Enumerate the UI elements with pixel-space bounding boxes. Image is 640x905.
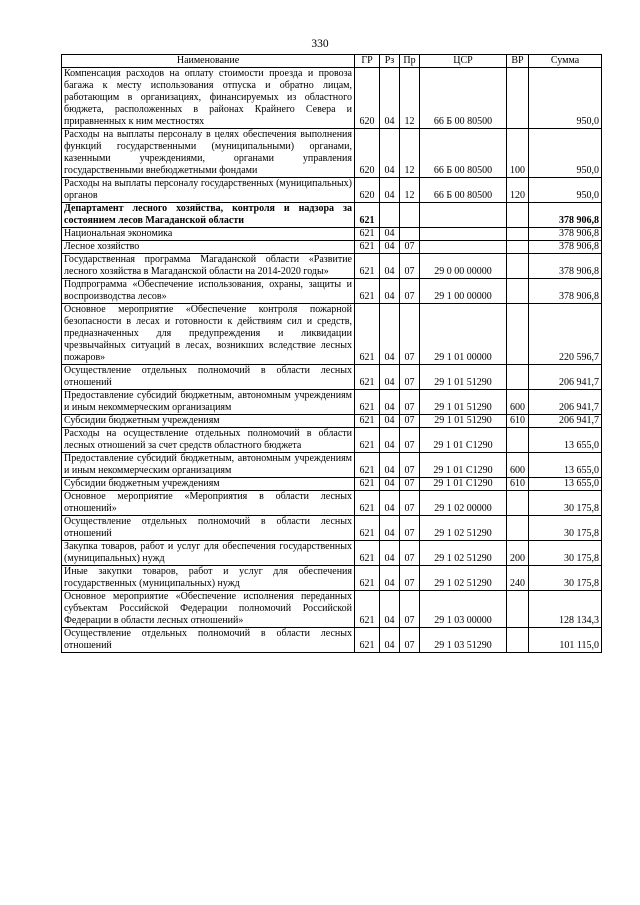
table-row bbox=[62, 178, 602, 203]
row-rz: 04 bbox=[380, 228, 400, 241]
row-vr: 610 bbox=[507, 478, 529, 491]
row-rz: 04 bbox=[380, 365, 400, 390]
row-csr: 29 1 03 51290 bbox=[420, 628, 507, 653]
row-sum: 378 906,8 bbox=[529, 254, 602, 279]
header-gr: ГР bbox=[355, 55, 380, 68]
table-row bbox=[62, 390, 602, 415]
table-row bbox=[62, 453, 602, 478]
table-row bbox=[62, 541, 602, 566]
table-header-row bbox=[62, 55, 602, 68]
row-rz: 04 bbox=[380, 428, 400, 453]
row-rz: 04 bbox=[380, 541, 400, 566]
row-csr: 29 1 01 С1290 bbox=[420, 428, 507, 453]
row-gr: 621 bbox=[355, 304, 380, 365]
row-csr: 29 1 01 51290 bbox=[420, 365, 507, 390]
row-vr bbox=[507, 203, 529, 228]
row-rz: 04 bbox=[380, 591, 400, 628]
row-pr: 07 bbox=[400, 304, 420, 365]
row-pr: 07 bbox=[400, 628, 420, 653]
row-gr: 621 bbox=[355, 203, 380, 228]
row-csr: 29 1 01 51290 bbox=[420, 390, 507, 415]
row-gr: 620 bbox=[355, 129, 380, 178]
table-row bbox=[62, 279, 602, 304]
row-gr: 621 bbox=[355, 279, 380, 304]
row-csr bbox=[420, 228, 507, 241]
row-name: Закупка товаров, работ и услуг для обеспечения государственных (муниципальных) нужд bbox=[62, 541, 355, 566]
row-pr: 12 bbox=[400, 129, 420, 178]
row-vr: 200 bbox=[507, 541, 529, 566]
table-row bbox=[62, 68, 602, 129]
row-csr: 29 1 02 51290 bbox=[420, 541, 507, 566]
row-rz: 04 bbox=[380, 178, 400, 203]
row-pr: 07 bbox=[400, 390, 420, 415]
row-gr: 621 bbox=[355, 415, 380, 428]
row-csr: 29 1 03 00000 bbox=[420, 591, 507, 628]
header-csr: ЦСР bbox=[420, 55, 507, 68]
row-sum: 950,0 bbox=[529, 68, 602, 129]
row-name: Предоставление субсидий бюджетным, автономным учреждениям и иным некоммерческим организациям bbox=[62, 390, 355, 415]
row-rz: 04 bbox=[380, 491, 400, 516]
row-name: Расходы на осуществление отдельных полномочий в области лесных отношений за счет средств областного бюджета bbox=[62, 428, 355, 453]
row-pr: 07 bbox=[400, 365, 420, 390]
row-gr: 620 bbox=[355, 68, 380, 129]
row-pr bbox=[400, 203, 420, 228]
row-rz: 04 bbox=[380, 566, 400, 591]
row-name: Субсидии бюджетным учреждениям bbox=[62, 415, 355, 428]
row-gr: 621 bbox=[355, 365, 380, 390]
row-sum: 13 655,0 bbox=[529, 428, 602, 453]
row-vr bbox=[507, 68, 529, 129]
row-vr bbox=[507, 591, 529, 628]
table-row bbox=[62, 228, 602, 241]
row-pr: 07 bbox=[400, 254, 420, 279]
header-pr: Пр bbox=[400, 55, 420, 68]
header-name: Наименование bbox=[62, 55, 355, 68]
row-pr: 07 bbox=[400, 566, 420, 591]
row-pr: 07 bbox=[400, 453, 420, 478]
table-row bbox=[62, 478, 602, 491]
row-name: Основное мероприятие «Обеспечение исполнения переданных субъектам Российской Федерации полномочий Российской Федерации в области лесных отношений» bbox=[62, 591, 355, 628]
row-name: Осуществление отдельных полномочий в области лесных отношений bbox=[62, 516, 355, 541]
row-csr: 29 1 00 00000 bbox=[420, 279, 507, 304]
table-row bbox=[62, 241, 602, 254]
row-rz: 04 bbox=[380, 628, 400, 653]
row-csr: 29 1 02 51290 bbox=[420, 516, 507, 541]
row-vr bbox=[507, 428, 529, 453]
row-gr: 621 bbox=[355, 478, 380, 491]
row-gr: 621 bbox=[355, 591, 380, 628]
table-row bbox=[62, 491, 602, 516]
row-sum: 206 941,7 bbox=[529, 365, 602, 390]
row-name: Осуществление отдельных полномочий в области лесных отношений bbox=[62, 365, 355, 390]
row-sum: 206 941,7 bbox=[529, 415, 602, 428]
row-csr: 29 1 02 51290 bbox=[420, 566, 507, 591]
row-sum: 13 655,0 bbox=[529, 478, 602, 491]
row-sum: 13 655,0 bbox=[529, 453, 602, 478]
row-name: Подпрограмма «Обеспечение использования, охраны, защиты и воспроизводства лесов» bbox=[62, 279, 355, 304]
row-vr bbox=[507, 241, 529, 254]
row-vr: 120 bbox=[507, 178, 529, 203]
row-csr: 66 Б 00 80500 bbox=[420, 129, 507, 178]
row-name: Основное мероприятие «Обеспечение контроля пожарной безопасности в лесах и готовности к действиям сил и средств, предназначенных для предупреждения и ликвидации чрезвычайных ситуаций в лесах, возникших вследствие лесных пожаров» bbox=[62, 304, 355, 365]
row-name: Национальная экономика bbox=[62, 228, 355, 241]
row-vr bbox=[507, 228, 529, 241]
row-pr: 07 bbox=[400, 415, 420, 428]
row-pr: 07 bbox=[400, 478, 420, 491]
row-gr: 621 bbox=[355, 241, 380, 254]
row-gr: 621 bbox=[355, 628, 380, 653]
row-csr: 29 0 00 00000 bbox=[420, 254, 507, 279]
row-gr: 621 bbox=[355, 254, 380, 279]
row-sum: 30 175,8 bbox=[529, 516, 602, 541]
row-sum: 30 175,8 bbox=[529, 491, 602, 516]
row-vr bbox=[507, 304, 529, 365]
row-name: Расходы на выплаты персоналу в целях обеспечения выполнения функций государственными (муниципальными) органами, казенными учреждениями, органами управления государственными внебюджетными фондами bbox=[62, 129, 355, 178]
row-vr: 600 bbox=[507, 390, 529, 415]
row-rz: 04 bbox=[380, 68, 400, 129]
row-gr: 621 bbox=[355, 516, 380, 541]
row-sum: 378 906,8 bbox=[529, 279, 602, 304]
table-row bbox=[62, 628, 602, 653]
row-csr bbox=[420, 203, 507, 228]
row-vr bbox=[507, 516, 529, 541]
row-sum: 128 134,3 bbox=[529, 591, 602, 628]
table-row bbox=[62, 203, 602, 228]
row-pr: 12 bbox=[400, 178, 420, 203]
row-pr: 07 bbox=[400, 428, 420, 453]
table-row bbox=[62, 516, 602, 541]
row-rz: 04 bbox=[380, 129, 400, 178]
row-vr: 100 bbox=[507, 129, 529, 178]
row-gr: 621 bbox=[355, 491, 380, 516]
row-sum: 378 906,8 bbox=[529, 241, 602, 254]
row-vr: 600 bbox=[507, 453, 529, 478]
row-pr: 07 bbox=[400, 241, 420, 254]
table-row bbox=[62, 254, 602, 279]
row-csr: 66 Б 00 80500 bbox=[420, 178, 507, 203]
row-rz: 04 bbox=[380, 279, 400, 304]
row-pr: 07 bbox=[400, 516, 420, 541]
row-rz: 04 bbox=[380, 415, 400, 428]
row-pr: 07 bbox=[400, 279, 420, 304]
header-sum: Сумма bbox=[529, 55, 602, 68]
row-csr: 66 Б 00 80500 bbox=[420, 68, 507, 129]
row-name: Иные закупки товаров, работ и услуг для обеспечения государственных (муниципальных) нужд bbox=[62, 566, 355, 591]
row-pr: 12 bbox=[400, 68, 420, 129]
row-name: Лесное хозяйство bbox=[62, 241, 355, 254]
row-vr bbox=[507, 365, 529, 390]
row-pr: 07 bbox=[400, 541, 420, 566]
row-name: Компенсация расходов на оплату стоимости проезда и провоза багажа к месту использования отпуска и обратно лицам, работающим в организациях, финансируемых из областного бюджета, расположенных в районах Крайнего Севера и приравненных к ним местностях bbox=[62, 68, 355, 129]
row-csr: 29 1 01 51290 bbox=[420, 415, 507, 428]
row-sum: 30 175,8 bbox=[529, 566, 602, 591]
row-rz: 04 bbox=[380, 241, 400, 254]
row-gr: 621 bbox=[355, 428, 380, 453]
row-rz: 04 bbox=[380, 304, 400, 365]
row-name: Предоставление субсидий бюджетным, автономным учреждениям и иным некоммерческим организациям bbox=[62, 453, 355, 478]
row-rz: 04 bbox=[380, 453, 400, 478]
row-gr: 621 bbox=[355, 541, 380, 566]
row-name: Государственная программа Магаданской области «Развитие лесного хозяйства в Магаданской области на 2014-2020 годы» bbox=[62, 254, 355, 279]
table-row bbox=[62, 566, 602, 591]
row-vr: 240 bbox=[507, 566, 529, 591]
row-rz bbox=[380, 203, 400, 228]
budget-table bbox=[61, 54, 602, 653]
row-vr bbox=[507, 279, 529, 304]
row-vr: 610 bbox=[507, 415, 529, 428]
row-pr: 07 bbox=[400, 591, 420, 628]
row-csr: 29 1 01 С1290 bbox=[420, 453, 507, 478]
row-sum: 378 906,8 bbox=[529, 228, 602, 241]
row-sum: 378 906,8 bbox=[529, 203, 602, 228]
row-rz: 04 bbox=[380, 390, 400, 415]
row-gr: 621 bbox=[355, 228, 380, 241]
row-name: Основное мероприятие «Мероприятия в области лесных отношений» bbox=[62, 491, 355, 516]
row-gr: 620 bbox=[355, 178, 380, 203]
row-csr: 29 1 02 00000 bbox=[420, 491, 507, 516]
row-rz: 04 bbox=[380, 254, 400, 279]
row-gr: 621 bbox=[355, 566, 380, 591]
table-row bbox=[62, 365, 602, 390]
row-sum: 30 175,8 bbox=[529, 541, 602, 566]
row-sum: 220 596,7 bbox=[529, 304, 602, 365]
row-csr: 29 1 01 00000 bbox=[420, 304, 507, 365]
header-rz: Рз bbox=[380, 55, 400, 68]
row-gr: 621 bbox=[355, 453, 380, 478]
table-row bbox=[62, 591, 602, 628]
row-name: Осуществление отдельных полномочий в области лесных отношений bbox=[62, 628, 355, 653]
row-vr bbox=[507, 628, 529, 653]
row-pr bbox=[400, 228, 420, 241]
row-vr bbox=[507, 491, 529, 516]
row-name: Субсидии бюджетным учреждениям bbox=[62, 478, 355, 491]
row-sum: 950,0 bbox=[529, 178, 602, 203]
row-csr bbox=[420, 241, 507, 254]
table-row bbox=[62, 129, 602, 178]
row-csr: 29 1 01 С1290 bbox=[420, 478, 507, 491]
row-rz: 04 bbox=[380, 516, 400, 541]
page-number: 330 bbox=[311, 38, 329, 50]
table-row bbox=[62, 415, 602, 428]
row-sum: 950,0 bbox=[529, 129, 602, 178]
row-gr: 621 bbox=[355, 390, 380, 415]
row-sum: 101 115,0 bbox=[529, 628, 602, 653]
header-vr: ВР bbox=[507, 55, 529, 68]
row-sum: 206 941,7 bbox=[529, 390, 602, 415]
row-vr bbox=[507, 254, 529, 279]
row-name: Департамент лесного хозяйства, контроля и надзора за состоянием лесов Магаданской области bbox=[62, 203, 355, 228]
row-rz: 04 bbox=[380, 478, 400, 491]
row-pr: 07 bbox=[400, 491, 420, 516]
table-row bbox=[62, 428, 602, 453]
row-name: Расходы на выплаты персоналу государственных (муниципальных) органов bbox=[62, 178, 355, 203]
table-row bbox=[62, 304, 602, 365]
